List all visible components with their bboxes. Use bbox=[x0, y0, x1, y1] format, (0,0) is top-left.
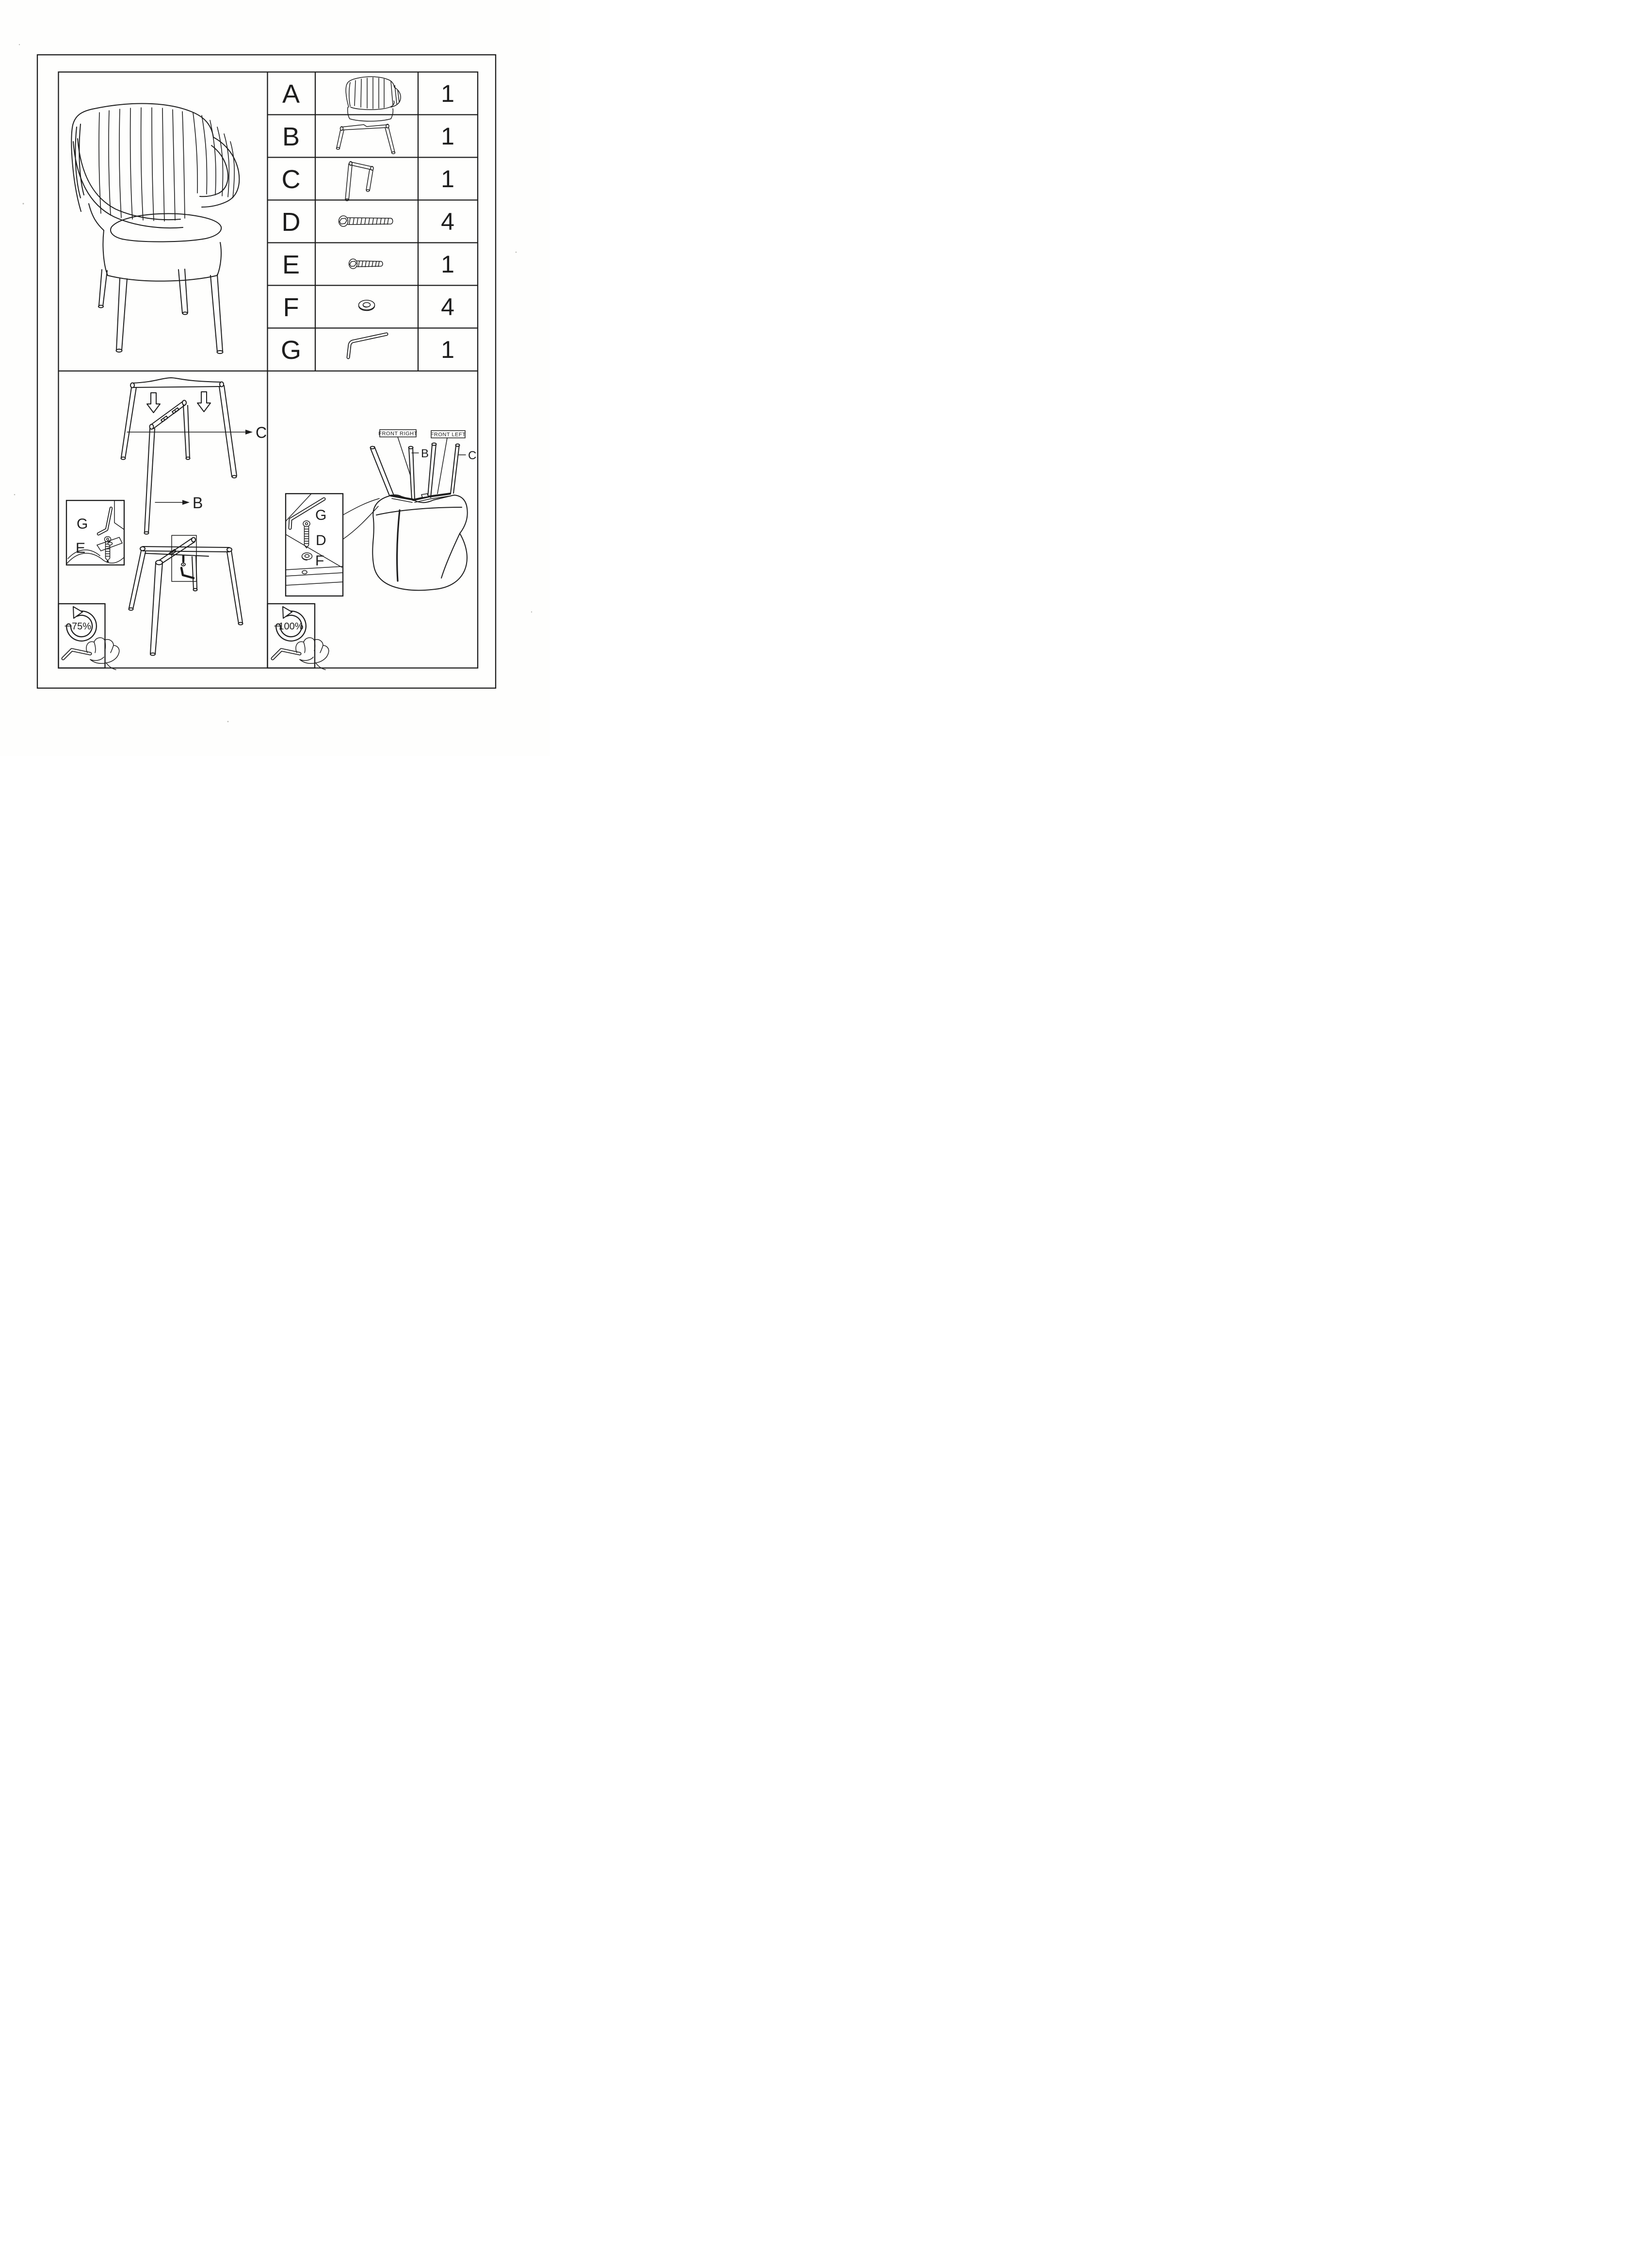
rotate-progress-icon bbox=[65, 607, 94, 639]
step1-callout-b-arrow bbox=[182, 500, 190, 505]
step1-callout-c-label: C bbox=[256, 424, 267, 441]
step2-inset-pointer bbox=[343, 499, 379, 515]
step2-inset-washer-icon bbox=[302, 553, 312, 560]
inner-frame bbox=[59, 72, 478, 668]
part-letter: G bbox=[280, 336, 302, 365]
part-letter: D bbox=[281, 208, 301, 237]
step1-progress-box bbox=[59, 604, 119, 670]
part-letter: E bbox=[282, 250, 300, 279]
part-letter: F bbox=[283, 293, 299, 322]
step2-inset-f-label: F bbox=[315, 553, 324, 569]
part-qty: 4 bbox=[441, 208, 454, 235]
part-qty: 1 bbox=[441, 336, 454, 363]
step2-callout-b-label: B bbox=[421, 447, 429, 460]
step2-legs bbox=[371, 443, 460, 503]
step1-callout-b-label: B bbox=[193, 494, 203, 512]
step1-frame-b bbox=[145, 401, 190, 534]
down-arrow-icon bbox=[147, 393, 160, 413]
sheet-artwork bbox=[0, 0, 550, 756]
step1-inset bbox=[66, 500, 124, 565]
step1-inset-g-label: G bbox=[77, 516, 88, 532]
step1-callout-c-arrow bbox=[245, 430, 253, 434]
short-bolt-icon bbox=[349, 259, 383, 269]
hand-with-key-icon bbox=[273, 638, 329, 670]
rotate-progress-icon bbox=[275, 607, 304, 639]
long-bolt-icon bbox=[339, 216, 393, 226]
step1-assembled-base bbox=[129, 535, 243, 656]
down-arrow-icon bbox=[197, 392, 210, 412]
step2-inset-g-label: G bbox=[315, 507, 327, 523]
step1-frame-c bbox=[121, 378, 237, 478]
part-qty: 1 bbox=[441, 165, 454, 193]
part-letter: B bbox=[282, 122, 300, 151]
part-letter: A bbox=[282, 80, 300, 109]
part-qty: 1 bbox=[441, 80, 454, 107]
step2-callout-c-label: C bbox=[468, 449, 477, 462]
part-qty: 1 bbox=[441, 251, 454, 278]
front-right-label: FRONT RIGHT bbox=[378, 431, 418, 437]
front-right-leader bbox=[398, 437, 410, 475]
parts-table bbox=[268, 72, 478, 371]
step2-panel bbox=[268, 430, 477, 670]
step2-inset bbox=[286, 494, 343, 596]
front-left-tag bbox=[431, 431, 466, 494]
front-left-leader bbox=[437, 438, 447, 494]
part-qty: 1 bbox=[441, 123, 454, 150]
step2-progress-label: 100% bbox=[278, 621, 304, 632]
step1-panel bbox=[59, 378, 267, 670]
front-left-label: FRONT LEFT bbox=[430, 432, 466, 438]
step2-seat-shell bbox=[372, 495, 467, 590]
part-qty: 4 bbox=[441, 293, 454, 321]
step2-inset-d-label: D bbox=[316, 532, 326, 548]
hand-with-key-icon bbox=[63, 638, 119, 670]
allen-key-icon bbox=[348, 334, 387, 357]
step2-inset-box bbox=[286, 494, 343, 596]
front-right-tag bbox=[378, 430, 417, 475]
chair-illustration bbox=[71, 104, 239, 354]
front-leg-frame-icon bbox=[337, 124, 395, 154]
step2-progress-box bbox=[268, 604, 329, 670]
part-letter: C bbox=[281, 165, 301, 194]
instruction-sheet bbox=[0, 0, 550, 756]
rear-leg-frame-icon bbox=[345, 161, 373, 201]
step1-inset-e-label: E bbox=[76, 540, 86, 556]
step1-progress-label: 75% bbox=[71, 621, 92, 632]
washer-icon bbox=[359, 300, 375, 311]
